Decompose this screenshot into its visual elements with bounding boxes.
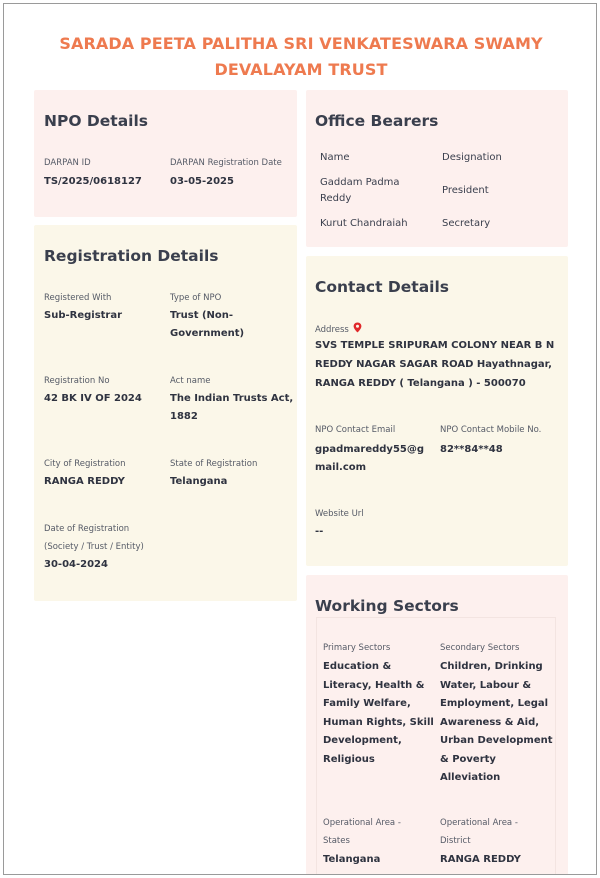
act-name-value-line-2: 1882	[170, 411, 198, 422]
operational-area-states-label-line-1: Operational Area -	[323, 818, 401, 828]
page-frame	[3, 3, 597, 875]
office-bearers-card	[306, 90, 568, 247]
type-of-npo-value-line-1: Trust (Non-	[170, 310, 234, 321]
address-label	[315, 322, 362, 338]
registered-with-label: Registered With	[44, 293, 112, 303]
bearer-name-line-1: Gaddam Padma	[320, 177, 400, 188]
type-of-npo-value-line-2: Government)	[170, 328, 245, 339]
darpan-reg-date-value: 03-05-2025	[170, 176, 234, 187]
secondary-sector-line: Alleviation	[440, 772, 501, 783]
secondary-sectors-value	[440, 658, 553, 788]
date-of-registration-value: 30-04-2024	[44, 559, 108, 570]
type-of-npo-label: Type of NPO	[170, 293, 222, 303]
registration-no-label: Registration No	[44, 376, 110, 386]
operational-area-states-label-line-2: States	[323, 836, 350, 846]
operational-area-states-value: Telangana	[323, 854, 381, 865]
operational-area-district-value: RANGA REDDY	[440, 854, 521, 865]
secondary-sector-line: Urban Development	[440, 735, 553, 746]
npo-contact-email-value-line-1: gpadmareddy55@g	[315, 444, 425, 455]
trust-title-line-1: SARADA PEETA PALITHA SRI VENKATESWARA SWAMY	[59, 34, 543, 53]
working-sectors-heading: Working Sectors	[315, 597, 459, 615]
primary-sectors-label: Primary Sectors	[323, 643, 391, 653]
act-name-value-line-1: The Indian Trusts Act,	[170, 393, 294, 404]
secondary-sector-line: Employment, Legal	[440, 698, 549, 709]
office-bearers-col-name: Name	[320, 152, 350, 163]
address-label-text: Address	[315, 325, 349, 335]
date-of-registration-label-line-1: Date of Registration	[44, 524, 130, 534]
state-of-registration-value: Telangana	[170, 476, 228, 487]
contact-details-card	[306, 256, 568, 566]
location-pin-icon	[353, 322, 362, 338]
office-bearers-col-designation: Designation	[442, 152, 502, 163]
trust-title-line-2: DEVALAYAM TRUST	[214, 60, 388, 79]
city-of-registration-label: City of Registration	[44, 459, 126, 469]
darpan-reg-date-label: DARPAN Registration Date	[170, 158, 282, 168]
primary-sector-line: Family Welfare,	[323, 698, 411, 709]
website-url-label: Website Url	[315, 509, 364, 519]
date-of-registration-label-line-2: (Society / Trust / Entity)	[44, 542, 144, 552]
primary-sectors-value	[323, 658, 434, 769]
secondary-sector-line: Children, Drinking	[440, 661, 543, 672]
primary-sector-line: Human Rights, Skill	[323, 716, 434, 728]
website-url-value: --	[315, 526, 324, 537]
secondary-sector-line: Awareness & Aid,	[440, 716, 540, 728]
office-bearers-heading: Office Bearers	[315, 112, 439, 130]
npo-contact-mobile-value: 82**84**48	[440, 444, 503, 455]
primary-sector-line: Religious	[323, 753, 375, 765]
primary-sector-line: Development,	[323, 735, 402, 746]
bearer-designation: President	[442, 185, 489, 196]
npo-contact-email-value-line-2: mail.com	[315, 462, 367, 473]
state-of-registration-label: State of Registration	[170, 459, 258, 469]
trust-title	[4, 31, 597, 83]
registration-no-value: 42 BK IV OF 2024	[44, 393, 142, 404]
address-value-line-2: REDDY NAGAR SAGAR ROAD Hayathnagar,	[315, 359, 552, 370]
registered-with-value: Sub-Registrar	[44, 310, 123, 321]
npo-details-card	[34, 90, 297, 217]
address-value-line-1: SVS TEMPLE SRIPURAM COLONY NEAR B N	[315, 340, 555, 351]
act-name-label: Act name	[170, 376, 211, 386]
registration-details-heading: Registration Details	[44, 247, 219, 265]
bearer-designation: Secretary	[442, 218, 491, 229]
secondary-sectors-label: Secondary Sectors	[440, 643, 520, 653]
operational-area-district-label-line-1: Operational Area -	[440, 818, 518, 828]
secondary-sector-line: & Poverty	[440, 753, 496, 765]
npo-details-heading: NPO Details	[44, 112, 149, 130]
darpan-id-label: DARPAN ID	[44, 158, 91, 168]
operational-area-district-label-line-2: District	[440, 836, 471, 846]
primary-sector-line: Education &	[323, 661, 392, 672]
bearer-name-line-1: Kurut Chandraiah	[320, 218, 408, 229]
darpan-id-value: TS/2025/0618127	[44, 176, 142, 187]
working-sectors-card	[306, 575, 568, 875]
primary-sector-line: Literacy, Health &	[323, 679, 425, 691]
npo-contact-email-label: NPO Contact Email	[315, 425, 396, 435]
city-of-registration-value: RANGA REDDY	[44, 476, 125, 487]
bearer-name-line-2: Reddy	[320, 193, 352, 204]
secondary-sector-line: Water, Labour &	[440, 679, 532, 691]
npo-contact-mobile-label: NPO Contact Mobile No.	[440, 425, 542, 435]
address-value-line-3: RANGA REDDY ( Telangana ) - 500070	[315, 378, 526, 389]
contact-details-heading: Contact Details	[315, 278, 450, 296]
registration-details-card	[34, 225, 297, 601]
